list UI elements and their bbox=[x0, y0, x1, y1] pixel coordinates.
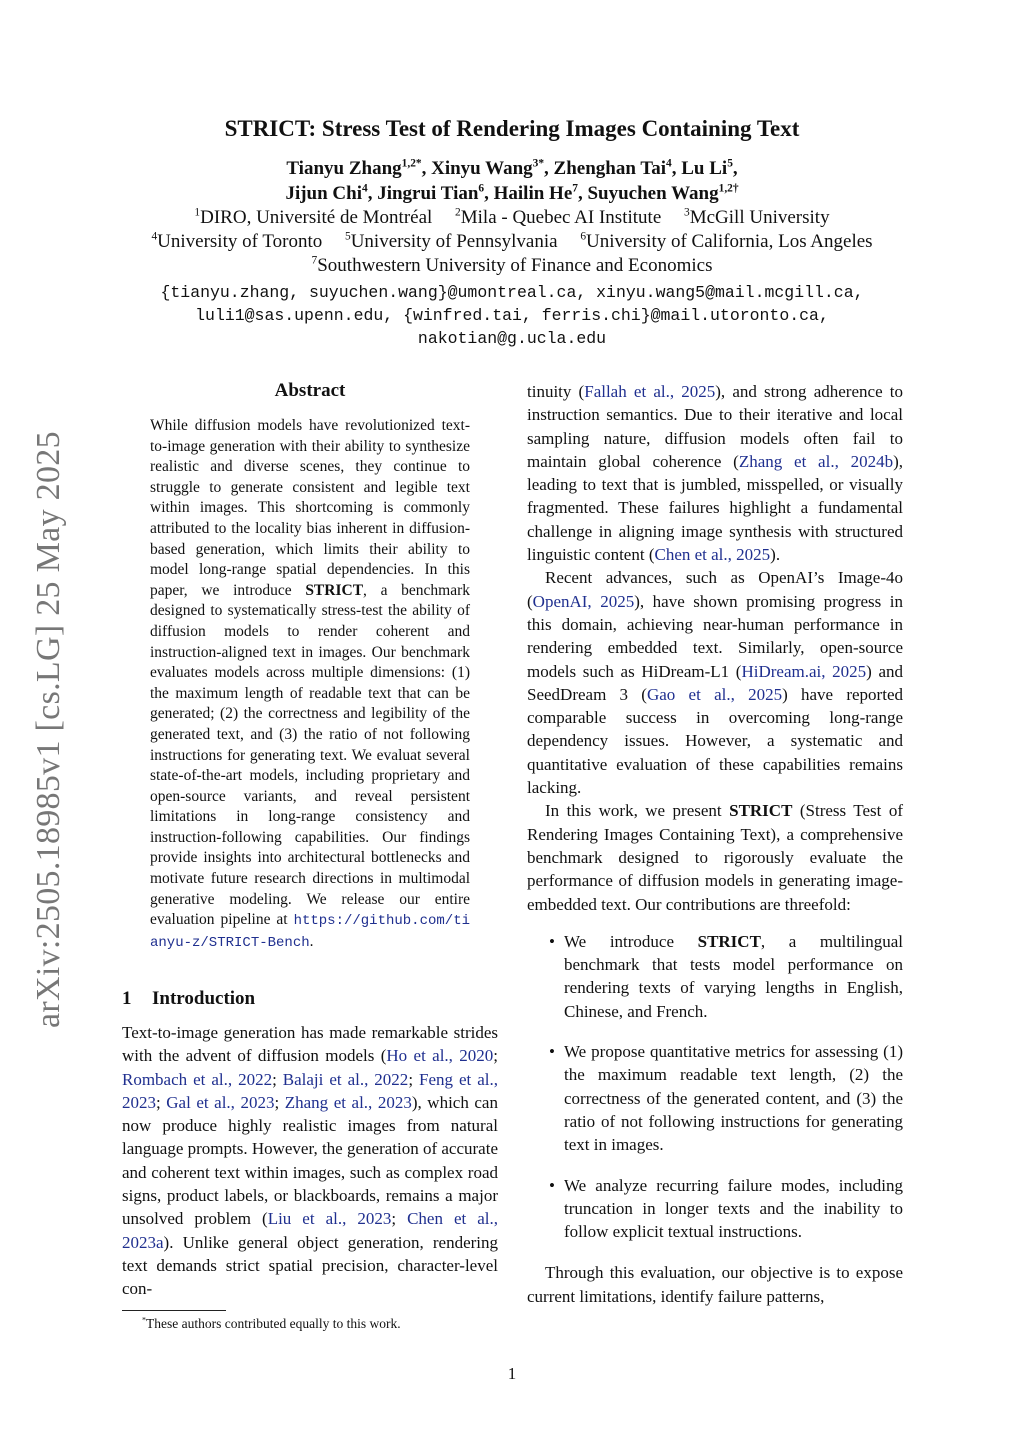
affil-num: 2 bbox=[455, 206, 461, 219]
intro-text: ). Unlike general object generation, rendering text demands strict spatial precision, character-level con- bbox=[122, 1232, 498, 1299]
citation[interactable]: OpenAI, 2025 bbox=[532, 591, 635, 611]
right-column bbox=[527, 380, 903, 1308]
affiliation: McGill University bbox=[689, 207, 830, 228]
list-item bbox=[527, 1040, 903, 1156]
body-text: We propose quantitative metrics for assessing (1) the maximum readable text length, (2) the correctness of the generated content, and (3) the ratio of not following instructions for generating text in images. bbox=[564, 1042, 903, 1155]
author-sup: 6 bbox=[478, 182, 485, 195]
abstract-text: , a benchmark designed to systematically stress-test the ability of diffusion models to render coherent and instruction-aligned text in images. Our benchmark evaluates models across multiple dimensions: (1) the maximum length of readable text that can be generated; (2) the correctness and legibility of the generated text, and (3) the ratio of not following instructions for generating text. We evaluat several state-of-the-art models, including proprietary and open-source variants, and reveal persistent limitations in long-range consistency and instruction-following capabilities. Our findings provide insights into architectural bottlenecks and motivate future research directions in multimodal generative modeling. We release our entire evaluation pipeline at bbox=[150, 581, 470, 929]
author-line-1: Tianyu Zhang$^{1,2*}$, Xinyu Wang$^{3*}$, Zhenghan Tai$^4$, Lu Li$^5$, bbox=[286, 157, 738, 179]
page-number: 1 bbox=[507, 1364, 517, 1383]
body-text: We analyze recurring failure modes, including truncation in longer texts and the inability to follow explicit textual instructions. bbox=[564, 1175, 903, 1242]
affil-num: 5 bbox=[345, 230, 351, 243]
affil-num: 6 bbox=[580, 230, 587, 243]
author-sup: 4 bbox=[362, 182, 368, 195]
author: Jingrui Tian bbox=[377, 183, 479, 204]
affiliation: DIRO, Université de Montréal bbox=[200, 207, 433, 228]
paper-title: STRICT: Stress Test of Rendering Images Containing Text bbox=[224, 116, 800, 141]
citation[interactable]: Zhang et al., 2023 bbox=[284, 1092, 412, 1112]
affiliation-line-3 bbox=[0, 255, 1024, 277]
body-text: ), and strong adherence to instruction semantics. Due to their iterative and local sampling nature, diffusion models often fail to maintain global coherence ( bbox=[527, 382, 903, 471]
body-text: ) have reported comparable success in overcoming long-range dependency issues. However, a systematic and quantitative evaluation of these capabilities remains lacking. bbox=[527, 684, 903, 798]
citation[interactable]: HiDream.ai, 2025 bbox=[741, 661, 867, 681]
paragraph-recent-advances bbox=[527, 566, 903, 799]
footnote bbox=[122, 1316, 498, 1332]
paragraph-this-work bbox=[527, 799, 903, 915]
list-item bbox=[527, 930, 903, 1023]
affil-num: 4 bbox=[151, 230, 158, 243]
author-sup: 7 bbox=[572, 182, 578, 195]
body-text: ), have shown promising progress in this domain, achieving near-human performance in rendering embedded text. Similarly, open-source models such as HiDream-L1 ( bbox=[527, 591, 903, 681]
section-number: 1 bbox=[122, 988, 132, 1009]
affiliation-line-1 bbox=[0, 207, 1024, 229]
bullet-icon: • bbox=[549, 1175, 555, 1195]
section-heading-introduction bbox=[122, 988, 255, 1010]
author: Suyuchen Wang bbox=[587, 183, 719, 204]
author: Tianyu Zhang bbox=[286, 158, 402, 179]
author: Xinyu Wang bbox=[431, 158, 533, 179]
author-sup: 4 bbox=[666, 157, 672, 170]
citation[interactable]: Balaji et al., 2022 bbox=[282, 1069, 409, 1089]
affiliation-line-2 bbox=[0, 231, 1024, 253]
citation[interactable]: Ho et al., 2020 bbox=[386, 1046, 494, 1066]
affiliation: University of Pennsylvania bbox=[350, 231, 558, 252]
author-sup: 1,2† bbox=[718, 182, 739, 195]
benchmark-name: STRICT bbox=[729, 801, 793, 821]
body-text: (Stress Test of Rendering Images Containing Text), a comprehensive benchmark designed to rigorously evaluate the performance of diffusion models in generating image-embedded text. Our contributions are threefold: bbox=[527, 801, 903, 914]
body-text: ), leading to text that is jumbled, misspelled, or visually fragmented. These failures highlight a fundamental challenge in aligning image synthesis with structured linguistic content ( bbox=[527, 451, 904, 565]
citation[interactable]: Feng et al., 2023 bbox=[122, 1069, 498, 1112]
author-sup: 5 bbox=[727, 157, 733, 170]
email-line-1: {tianyu.zhang, suyuchen.wang}@umontreal.ca, xinyu.wang5@mail.mcgill.ca, bbox=[160, 283, 864, 302]
email-line-2: luli1@sas.upenn.edu, {winfred.tai, ferris.chi}@mail.utoronto.ca, bbox=[195, 306, 829, 325]
benchmark-name: STRICT bbox=[305, 581, 364, 599]
abstract-body bbox=[150, 416, 470, 953]
affiliation: Southwestern University of Finance and Economics bbox=[317, 255, 713, 276]
citation[interactable]: Chen et al., 2025 bbox=[654, 545, 771, 565]
github-link[interactable]: https://github.com/tianyu-z/STRICT-Bench bbox=[150, 913, 470, 951]
abstract-end: . bbox=[309, 932, 314, 950]
body-text: , a multilingual benchmark that tests model performance on rendering texts of varying lengths in English, Chinese, and French. bbox=[564, 931, 903, 1021]
body-text: ). bbox=[770, 545, 781, 565]
author-line-2: Jijun Chi$^4$, Jingrui Tian$^6$, Hailin He$^7$, Suyuchen Wang$^{1,2\dagger}$ bbox=[285, 182, 739, 204]
author: Lu Li bbox=[681, 158, 728, 179]
citation[interactable]: Gal et al., 2023 bbox=[166, 1092, 275, 1112]
affil-num: 3 bbox=[684, 206, 690, 219]
section-title: Introduction bbox=[152, 988, 256, 1009]
author: Hailin He bbox=[493, 183, 573, 204]
body-text: We introduce bbox=[564, 931, 698, 951]
author: Jijun Chi bbox=[285, 183, 362, 204]
intro-text: Text-to-image generation has made remarkable strides with the advent of diffusion models ( bbox=[122, 1023, 498, 1066]
body-text: tinuity ( bbox=[527, 382, 585, 401]
abstract-text: While diffusion models have revolutionized text-to-image generation with their ability to synthesize realistic and diverse scenes, they continue to struggle to generate consistent and legible text within images. This shortcoming is commonly attributed to the locality bias inherent in diffusion-based generation, which limits their ability to model long-range spatial dependencies. In this paper, we introduce bbox=[150, 417, 470, 599]
list-item bbox=[527, 1174, 903, 1244]
citation[interactable]: Chen et al., 2023a bbox=[122, 1209, 498, 1252]
arxiv-identifier: arXiv:2505.18985v1 [cs.LG] 25 May 2025 bbox=[30, 431, 67, 1028]
citation[interactable]: Gao et al., 2025 bbox=[646, 684, 783, 704]
footnote-mark: * bbox=[142, 1315, 147, 1325]
body-text: Through this evaluation, our objective is to expose current limitations, identify failure patterns, bbox=[527, 1263, 903, 1306]
body-text: Recent advances, such as OpenAI’s Image-4o ( bbox=[527, 568, 903, 611]
citation[interactable]: Fallah et al., 2025 bbox=[584, 382, 716, 401]
contributions-list bbox=[527, 930, 903, 1244]
footnote-text: These authors contributed equally to this work. bbox=[146, 1316, 401, 1331]
email-line-3: nakotian@g.ucla.edu bbox=[417, 329, 607, 348]
affiliation: University of California, Los Angeles bbox=[586, 231, 873, 252]
affil-num: 1 bbox=[194, 206, 201, 219]
author: Zhenghan Tai bbox=[553, 158, 667, 179]
intro-paragraph: Text-to-image generation has made remarkable strides with the advent of diffusion models (Ho et al., 2020; Rombach et al., 2022; Balaji et al., 2022; Feng et al., 2023; Gal et al., 2023; Zhang et al., 2023), which can now produce highly realistic images from natural language prompts. However, the generation of accurate and coherent text within images, such as complex road signs, product labels, or blackboards, remains a major unsolved problem (Liu et al., 2023; Chen et al., 2023a). Unlike general object generation, rendering text demands strict spatial precision, character-level con- bbox=[122, 1023, 498, 1299]
benchmark-name: STRICT bbox=[697, 931, 761, 951]
paragraph-through-evaluation bbox=[527, 1261, 903, 1308]
citation[interactable]: Rombach et al., 2022 bbox=[122, 1069, 273, 1089]
citation[interactable]: Zhang et al., 2024b bbox=[738, 451, 894, 471]
body-text: In this work, we present bbox=[545, 801, 730, 821]
bullet-icon: • bbox=[549, 1042, 555, 1062]
body-text: ) and SeedDream 3 ( bbox=[527, 661, 903, 704]
abstract-heading: Abstract bbox=[274, 380, 346, 401]
paragraph-continuation bbox=[527, 380, 903, 566]
affiliation: University of Toronto bbox=[157, 231, 323, 252]
footnote-rule bbox=[122, 1310, 226, 1311]
intro-text: ), which can now produce highly realistic images from natural language prompts. However, the generation of accurate and coherent text within images, such as complex road signs, product labels, or blackboards, remains a major unsolved problem ( bbox=[122, 1092, 498, 1229]
affil-num: 7 bbox=[311, 254, 318, 267]
author-sup: 3* bbox=[532, 157, 545, 170]
bullet-icon: • bbox=[549, 931, 555, 951]
author-sup: 1,2* bbox=[401, 157, 422, 170]
citation[interactable]: Liu et al., 2023 bbox=[267, 1209, 392, 1229]
affiliation: Mila - Quebec AI Institute bbox=[460, 207, 662, 228]
